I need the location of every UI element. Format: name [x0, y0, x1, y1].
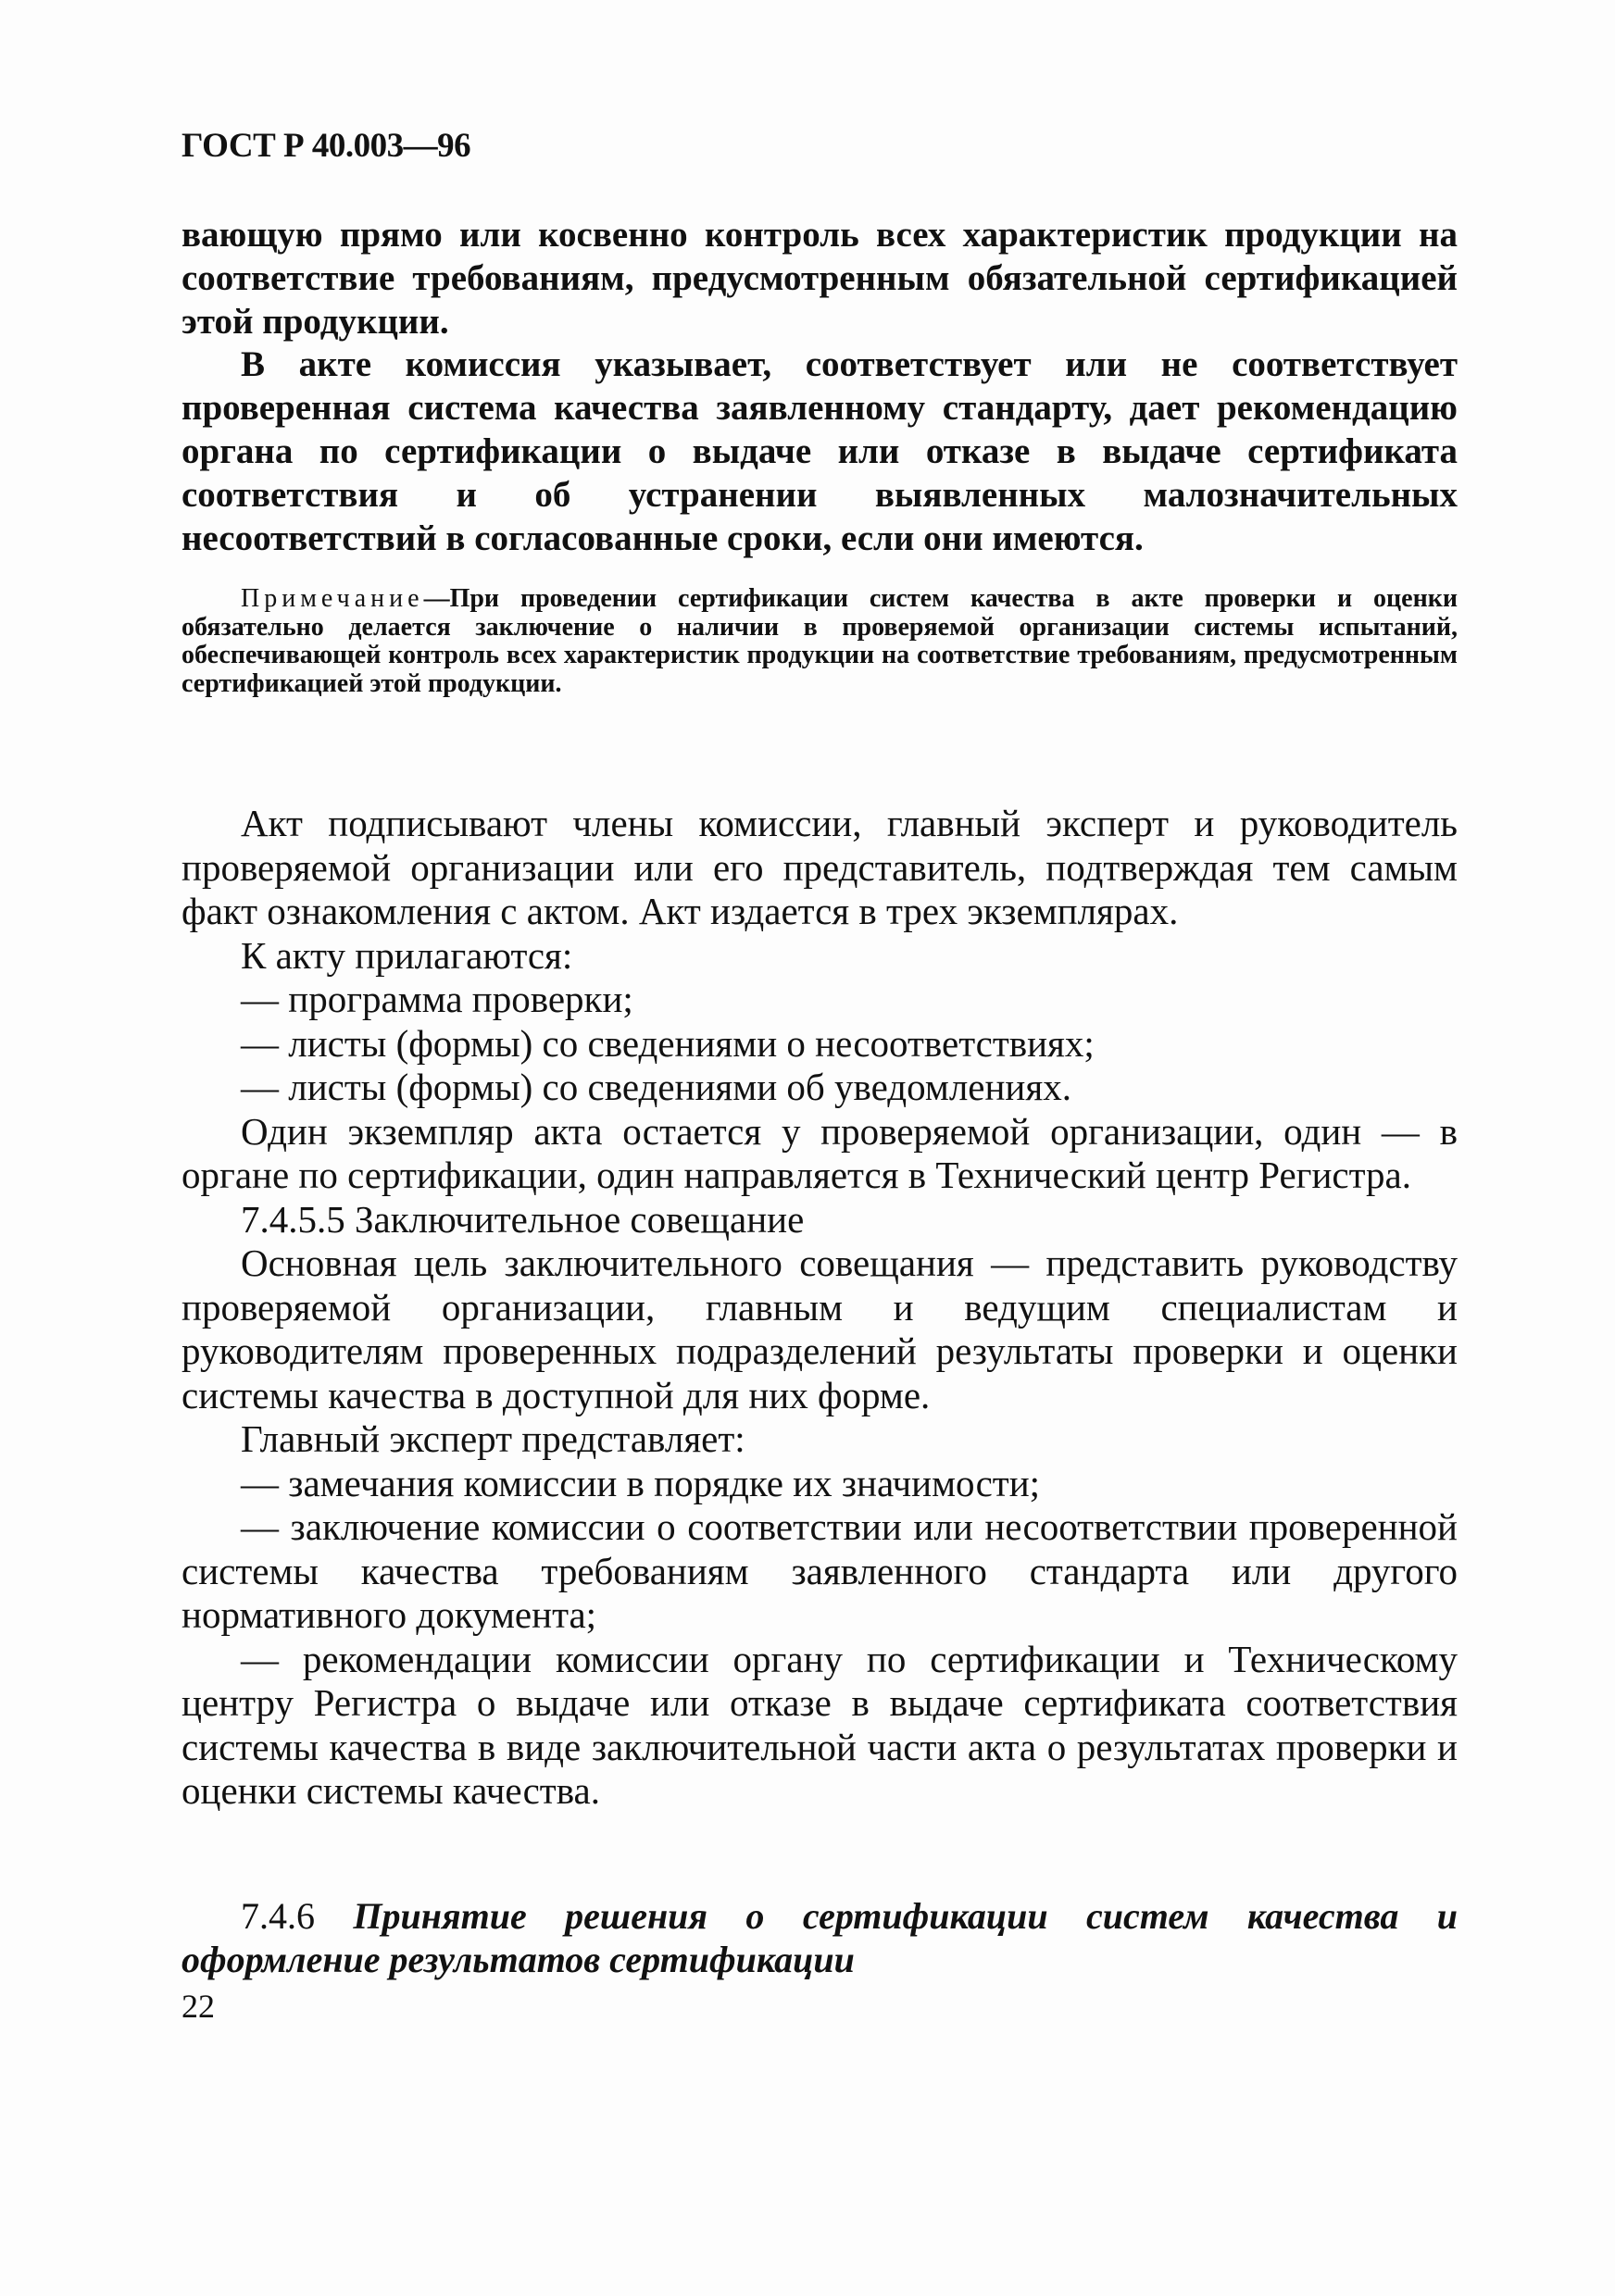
main-text [182, 802, 1458, 1814]
list-intro: Главный эксперт представляет: [241, 1417, 745, 1460]
section-number: 7.4.6 [241, 1895, 315, 1937]
note-text: —При проведении сертификации систем качества в акте проверки и оценки обязательно делается заключение о наличии в проверяемой организации системы испытаний, обеспечивающей контроль всех характеристик продукции на соответствие требованиям, предусмотренным сертификацией этой продукции. [182, 584, 1458, 698]
list-item: — программа проверки; [241, 978, 633, 1020]
section-title [182, 1894, 1458, 1981]
paragraph: В акте комиссия указывает, соответствует или не соответствует проверенная система качества заявленному стандарту, дает рекомендацию органа по сертификации о выдаче или отказе в выдаче сертификата соответствия и об устранении выявленных малозначительных несоответствий в согласованные сроки, если они имеются. [182, 344, 1458, 558]
note-block [182, 585, 1458, 698]
section-title-text: Принятие решения о сертификации систем качества и оформление результатов сертификации [182, 1895, 1459, 1980]
paragraph: Основная цель заключительного совещания — представить руководству проверяемой организации, главным и ведущим специалистам и руководителям проверенных подразделений результаты проверки и оценки системы качества в доступной для них форме. [182, 1242, 1458, 1416]
section-heading: 7.4.5.5 Заключительное совещание [241, 1197, 805, 1241]
list-item: — заключение комиссии о соответствии или несоответствии проверенной системы качества требованиям заявленного стандарта или другого нормативного документа; [182, 1505, 1458, 1636]
list-item: — замечания комиссии в порядке их значимости; [241, 1461, 1041, 1504]
paragraph: Один экземпляр акта остается у проверяемой организации, один — в органе по сертификации, один направляется в Технический центр Регистра. [182, 1109, 1458, 1196]
paragraph: Акт подписывают члены комиссии, главный эксперт и руководитель проверяемой организации или его представитель, подтверждая тем самым факт ознакомления с актом. Акт издается в трех экземплярах. [182, 802, 1458, 932]
paragraph: вающую прямо или косвенно контроль всех характеристик продукции на соответствие требованиям, предусмотренным обязательной сертификацией этой продукции. [182, 215, 1458, 342]
page-number: 22 [182, 1988, 215, 2025]
paragraph-commission [182, 343, 1458, 560]
list-intro: К акту прилагаются: [241, 933, 573, 977]
list-item: — рекомендации комиссии органу по сертификации и Техническому центру Регистра о выдаче или отказе в выдаче сертификата соответствия системы качества в виде заключительной части акта о результатах проверки и оценки системы качества. [182, 1637, 1458, 1812]
list-item: — листы (формы) со сведениями об уведомлениях. [241, 1066, 1071, 1108]
document-header: ГОСТ Р 40.003—96 [182, 127, 471, 165]
paragraph-continuation [182, 213, 1458, 343]
list-item: — листы (формы) со сведениями о несоответствиях; [241, 1021, 1095, 1065]
note-label: Примечание [241, 584, 424, 613]
